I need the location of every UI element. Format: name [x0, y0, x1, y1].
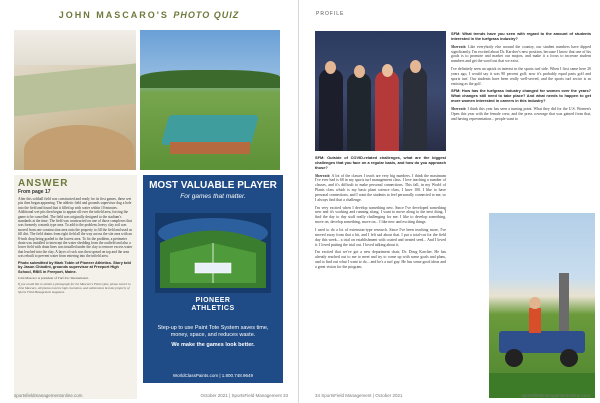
- left-folio: October 2021 | SportsField Management 33: [200, 393, 288, 398]
- speaker-label: SFM:: [315, 155, 325, 160]
- answer-paragraph: [315, 206, 446, 225]
- question-paragraph: [451, 89, 591, 104]
- advertisement[interactable]: [143, 175, 283, 383]
- paragraph-text: Like everybody else around the country, our student numbers have dipped significantly. I'm excited about Dr. Karcher's new position, because I know that one of his goals is to promote and market our majors, and make it a focus to increase student numbers and get the word out that we exist.: [451, 44, 591, 64]
- answer-body: After this softball field was constructed and ready for its first games, these wet pits then began appearing. The athletic field and grounds supervisor dug a hole into the field and found that it filled up with water within 10 minutes. Additional wet pits then began to appear all over the infield area, forcing the game to be cancelled. The field was originally designed to the stadium's standards at the time. The field was constructed on one of those complexes that was formerly a marsh type area. To add to the problem, heavy clay soil was moved from one construction area onto the property to fill the field and used as fill dirt. The field drains from right field all the way across the site area with an 8-inch drop being graded to the lowest area. To fix the problem, a perimeter drain was installed to intercept the water shedding from the outfield and also a lower field with drain lines was installed under the clay to remove excess water that leached into the clay. A layer of rock was then spread on top and the area was rebuilt to prevent water from entering into the infield area.: [18, 197, 133, 259]
- right-page: [300, 0, 600, 403]
- quiz-photo-field: [14, 30, 136, 170]
- author-bio: John Mascaro is president of Turf-Tec International.: [18, 276, 89, 281]
- left-page: [0, 0, 299, 403]
- page-title: [0, 10, 298, 20]
- answer-paragraph: [315, 174, 446, 203]
- turf-machine-illustration: [489, 213, 595, 398]
- ad-headline: MOST VALUABLE PLAYER: [149, 180, 277, 191]
- title-main: JOHN MASCARO'S: [58, 10, 174, 20]
- answer-subheading: From page 17: [18, 189, 51, 195]
- article-column-right: [451, 32, 591, 125]
- paragraph-text: Outside of COVID-related challenges, what are the biggest challenges that you face on a regular basis, and how do you approach those?: [315, 155, 446, 170]
- answer-paragraph: [451, 45, 591, 64]
- answer-paragraph: [315, 250, 446, 269]
- ad-brand: PIONEER ATHLETICS: [191, 297, 235, 312]
- paragraph-text: I'm very excited when I develop something new. Since I've developed something new and it's working and running along, I want to move along to the next thing. I find the day to day stuff really challenging for me. I like to develop something, move on, develop something, move on... I like new and exciting things.: [315, 205, 446, 225]
- question-paragraph: [315, 156, 446, 171]
- photo-credit: Photo submitted by Mark Tobin of Pioneer Athletics. Story told by Jason Chiodini, grounds supervisor at Freeport High School, RBIS in Freeport, Maine.: [18, 260, 131, 274]
- ad-footer[interactable]: WorldClassPaints.com | 1.800.748.9649: [172, 373, 254, 378]
- ad-cta: We make the games look better.: [171, 342, 255, 349]
- paragraph-text: I'm excited that we've got a new department chair, Dr. Doug Karcher. He has already reached out to me to meet and try to come up with some goals and plans, and to find out what I want to do... and he's a turf guy. He has some good ideas and a great vision for the program.: [315, 250, 446, 269]
- article-column-left: [315, 156, 446, 273]
- answer-box: [14, 175, 137, 399]
- profile-photo-field: [489, 213, 595, 398]
- paragraph-text: A lot of the classes I teach are very big numbers. I think the maximum I've ever had is 60 in my sports turf management class. I love teaching a number of classes, and it's difficult to make personal connections. This fall, in my World of Plants class which is my basic plant science class, I have 100. I like to have personal connections, and I want the students to feel personally connected to me, so I always find that a challenge.: [315, 173, 446, 202]
- quiz-photo-aerial: [140, 30, 280, 170]
- right-url: sportsfieldmanagementonline.com: [521, 393, 590, 398]
- paragraph-text: I think this year has seen a turning point. What they did for the U.S. Women's Open this year with the female crew, and the press coverage that was gained from that, and having representation... people want to: [451, 106, 591, 121]
- paragraph-text: I've definitely seen an uptick in interest in the sports turf side. When I first came here 20 years ago, I would say it was 90 percent golf; now it's probably equal parts golf and sports turf. Our students have been really well-served, and the sports turf sector is as enticing as the golf.: [451, 67, 591, 86]
- speaker-label: Sherratt:: [451, 106, 467, 111]
- ad-tagline: Step-up to use Paint Tote System saves time, money, space, and reduces waste. We make the games look better.: [151, 325, 275, 349]
- question-paragraph: [451, 32, 591, 42]
- submission-note: If you would like to submit a photograph for the Mascaro's Photo Quiz, please send it to John Mascaro. All photos must be high resolution, and submissions become property of Sports Field Management magazine.: [18, 282, 131, 295]
- speaker-label: SFM:: [451, 88, 461, 94]
- paragraph-text: How has the turfgrass industry changed for women over the years? What changes still need to take place? And what needs to happen to get more women interested in careers in this industry?: [451, 88, 591, 104]
- speaker-label: Sherratt:: [315, 173, 331, 178]
- speaker-label: SFM:: [451, 31, 461, 36]
- title-emphasis: PHOTO QUIZ: [173, 10, 240, 20]
- paragraph-text: I used to do a lot of extension-type research. Since I've been teaching more, I've moved away from that a bit, and I felt sad about that. I put a total-cut for the field day this week... a trial on establishment with coated and treated seed... And I loved it. I loved putting the trial out. I loved talking about it.: [315, 227, 446, 247]
- stadium-illustration: [155, 213, 271, 293]
- answer-paragraph: [315, 228, 446, 247]
- speaker-label: Sherratt:: [451, 44, 467, 49]
- ad-subhead: For games that matter.: [180, 193, 246, 200]
- paragraph-text: What trends have you seen with regard to the amount of students interested in the turfgrass industry?: [451, 31, 591, 41]
- answer-paragraph: [451, 107, 591, 122]
- answer-paragraph: [451, 67, 591, 86]
- section-label: PROFILE: [316, 11, 345, 17]
- profile-photo-group: [315, 31, 446, 151]
- right-folio: 34 SportsField Management | October 2021: [315, 393, 403, 398]
- answer-heading: ANSWER: [18, 178, 69, 189]
- left-url: sportsfieldmanagementonline.com: [14, 393, 83, 398]
